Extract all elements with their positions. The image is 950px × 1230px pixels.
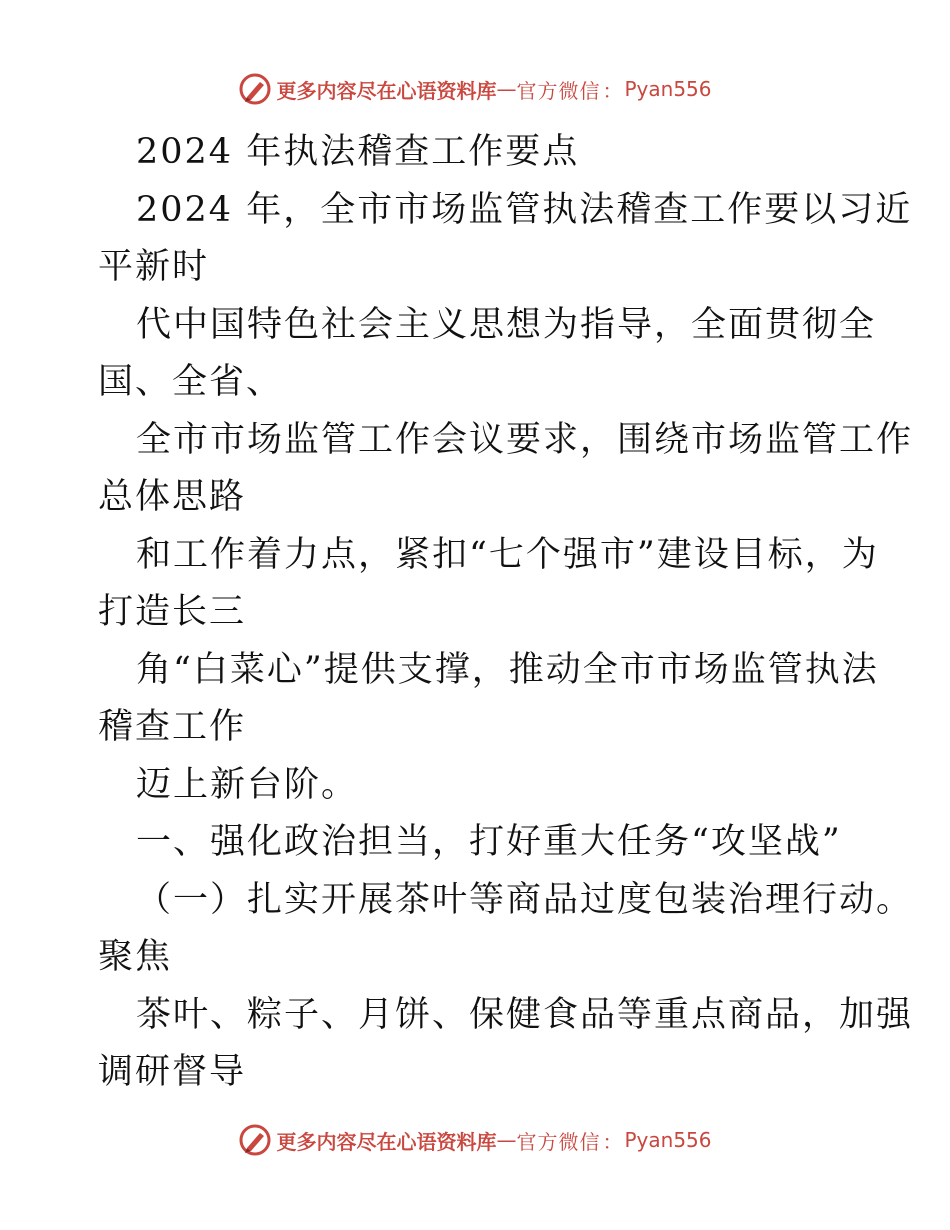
text-line: 全市市场监管工作会议要求，围绕市场监管工作 xyxy=(136,419,914,460)
text-line: 打造长三 xyxy=(98,592,247,632)
footer-banner xyxy=(0,1123,950,1157)
section-heading: 一、强化政治担当，打好重大任务“攻坚战” xyxy=(136,822,842,862)
footer-dash: — xyxy=(496,1128,517,1152)
header-banner xyxy=(0,72,950,106)
text-line: 稽查工作 xyxy=(98,707,247,747)
pen-logo-icon xyxy=(238,72,272,106)
text-line: 茶叶、粽子、月饼、保健食品等重点商品，加强 xyxy=(136,994,914,1035)
header-wechat-id: Pyan556 xyxy=(624,77,712,101)
header-separator: ： xyxy=(602,78,623,103)
text-line: 国、全省、 xyxy=(98,362,284,402)
pen-logo-icon xyxy=(238,1123,272,1157)
header-wechat-label: 官方微信 xyxy=(516,78,601,103)
text-line: 总体思路 xyxy=(98,477,247,517)
text-line: 调研督导 xyxy=(98,1052,247,1092)
footer-wechat-label: 官方微信 xyxy=(516,1129,601,1154)
text-line: 2024 年，全市市场监管执法稽查工作要以习近 xyxy=(136,189,913,230)
footer-separator: ： xyxy=(602,1129,623,1154)
header-dash: — xyxy=(496,77,517,101)
text-line: 平新时 xyxy=(98,247,210,287)
document-title: 2024 年执法稽查工作要点 xyxy=(136,132,580,172)
document-body xyxy=(98,124,914,1102)
text-line: 和工作着力点，紧扣“七个强市”建设目标，为 xyxy=(136,534,879,575)
header-site-name: 更多内容尽在心语资料库 xyxy=(276,78,497,103)
text-line: 聚焦 xyxy=(98,937,173,977)
footer-site-name: 更多内容尽在心语资料库 xyxy=(276,1129,497,1154)
text-line: 迈上新台阶。 xyxy=(136,764,359,805)
subsection-heading: （一）扎实开展茶叶等商品过度包装治理行动。 xyxy=(136,879,914,920)
text-line: 代中国特色社会主义思想为指导，全面贯彻全 xyxy=(136,304,877,345)
footer-wechat-id: Pyan556 xyxy=(624,1128,712,1152)
text-line: 角“白菜心”提供支撑，推动全市市场监管执法 xyxy=(136,649,879,690)
